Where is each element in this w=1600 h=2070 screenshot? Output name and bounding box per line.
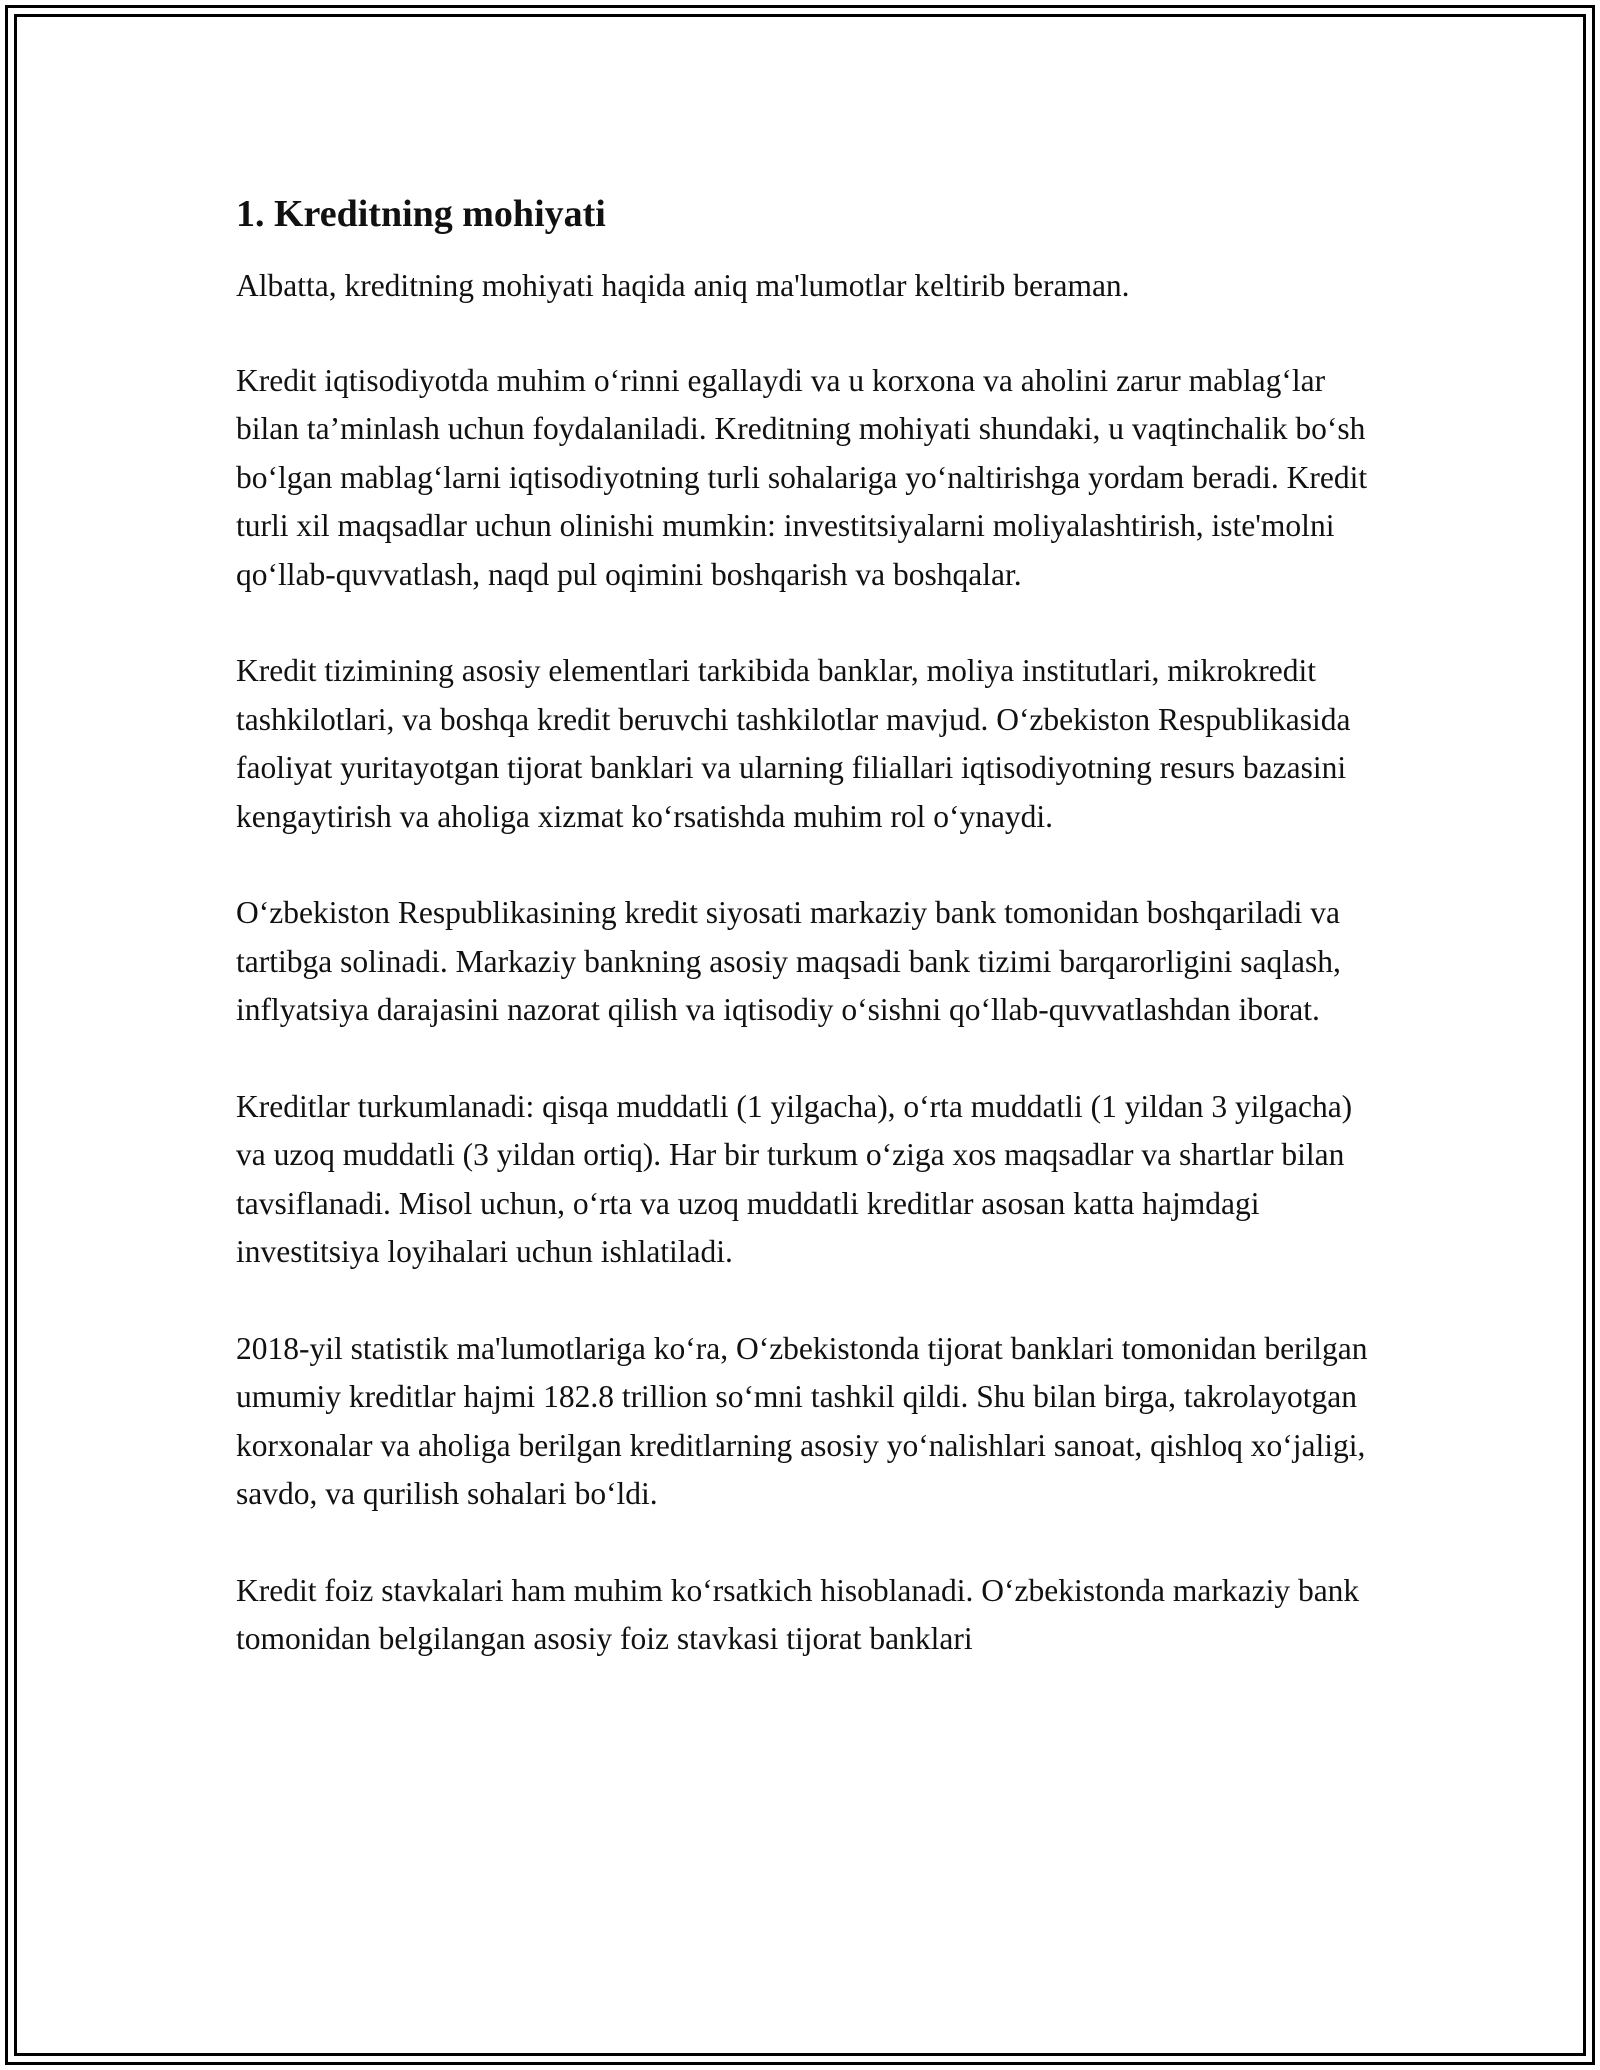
paragraph-statistics: 2018-yil statistik ma'lumotlariga ko‘ra, O‘zbekistonda tijorat banklari tomonidan berilgan umumiy kreditlar hajmi 182.8 trillion so‘mni tashkil qildi. Shu bilan birga, takrolayotgan korxonalar va aholiga berilgan kreditlarning asosiy yo‘nalishlari sanoat, qishloq xo‘jaligi, savdo, va qurilish sohalari bo‘ldi. [236,1330,1368,1511]
document-page [236,188,1376,1712]
paragraph-credit-role: Kredit iqtisodiyotda muhim o‘rinni egallaydi va u korxona va aholini zarur mablag‘lar bilan ta’minlash uchun foydalaniladi. Kreditning mohiyati shundaki, u vaqtinchalik bo‘sh bo‘lgan mablag‘larni iqtisodiyotning turli sohalariga yo‘naltirishga yordam beradi. Kredit turli xil maqsadlar uchun olinishi mumkin: investitsiyalarni moliyalashtirish, iste'molni qo‘llab-quvvatlash, naqd pul oqimini boshqarish va boshqalar. [236,362,1368,592]
paragraph-interest-rates: Kredit foiz stavkalari ham muhim ko‘rsatkich hisoblanadi. O‘zbekistonda markaziy bank tomonidan belgilangan asosiy foiz stavkasi tijorat banklari [236,1572,1360,1656]
paragraph-credit-types: Kreditlar turkumlanadi: qisqa muddatli (1 yilgacha), o‘rta muddatli (1 yildan 3 yilgacha) va uzoq muddatli (3 yildan ortiq). Har bir turkum o‘ziga xos maqsadlar va shartlar bilan tavsiflanadi. Misol uchun, o‘rta va uzoq muddatli kreditlar asosan katta hajmdagi investitsiya loyihalari uchun ishlatiladi. [236,1088,1353,1269]
paragraph-credit-policy: O‘zbekiston Respublikasining kredit siyosati markaziy bank tomonidan boshqariladi va tartibga solinadi. Markaziy bankning asosiy maqsadi bank tizimi barqarorligini saqlash, inflyatsiya darajasini nazorat qilish va iqtisodiy o‘sishni qo‘llab-quvvatlashdan iborat. [236,895,1341,1027]
paragraph-intro: Albatta, kreditning mohiyati haqida aniq ma'lumotlar keltirib beraman. [236,268,1130,303]
paragraph-credit-system: Kredit tizimining asosiy elementlari tarkibida banklar, moliya institutlari, mikrokredit tashkilotlari, va boshqa kredit beruvchi tashkilotlar mavjud. O‘zbekiston Respublikasida faoliyat yuritayotgan tijorat banklari va ularning filiallari iqtisodiyotning resurs bazasini kengaytirish va aholiga xizmat ko‘rsatishda muhim rol o‘ynaydi. [236,653,1351,834]
section-title: 1. Kreditning mohiyati [236,193,606,235]
